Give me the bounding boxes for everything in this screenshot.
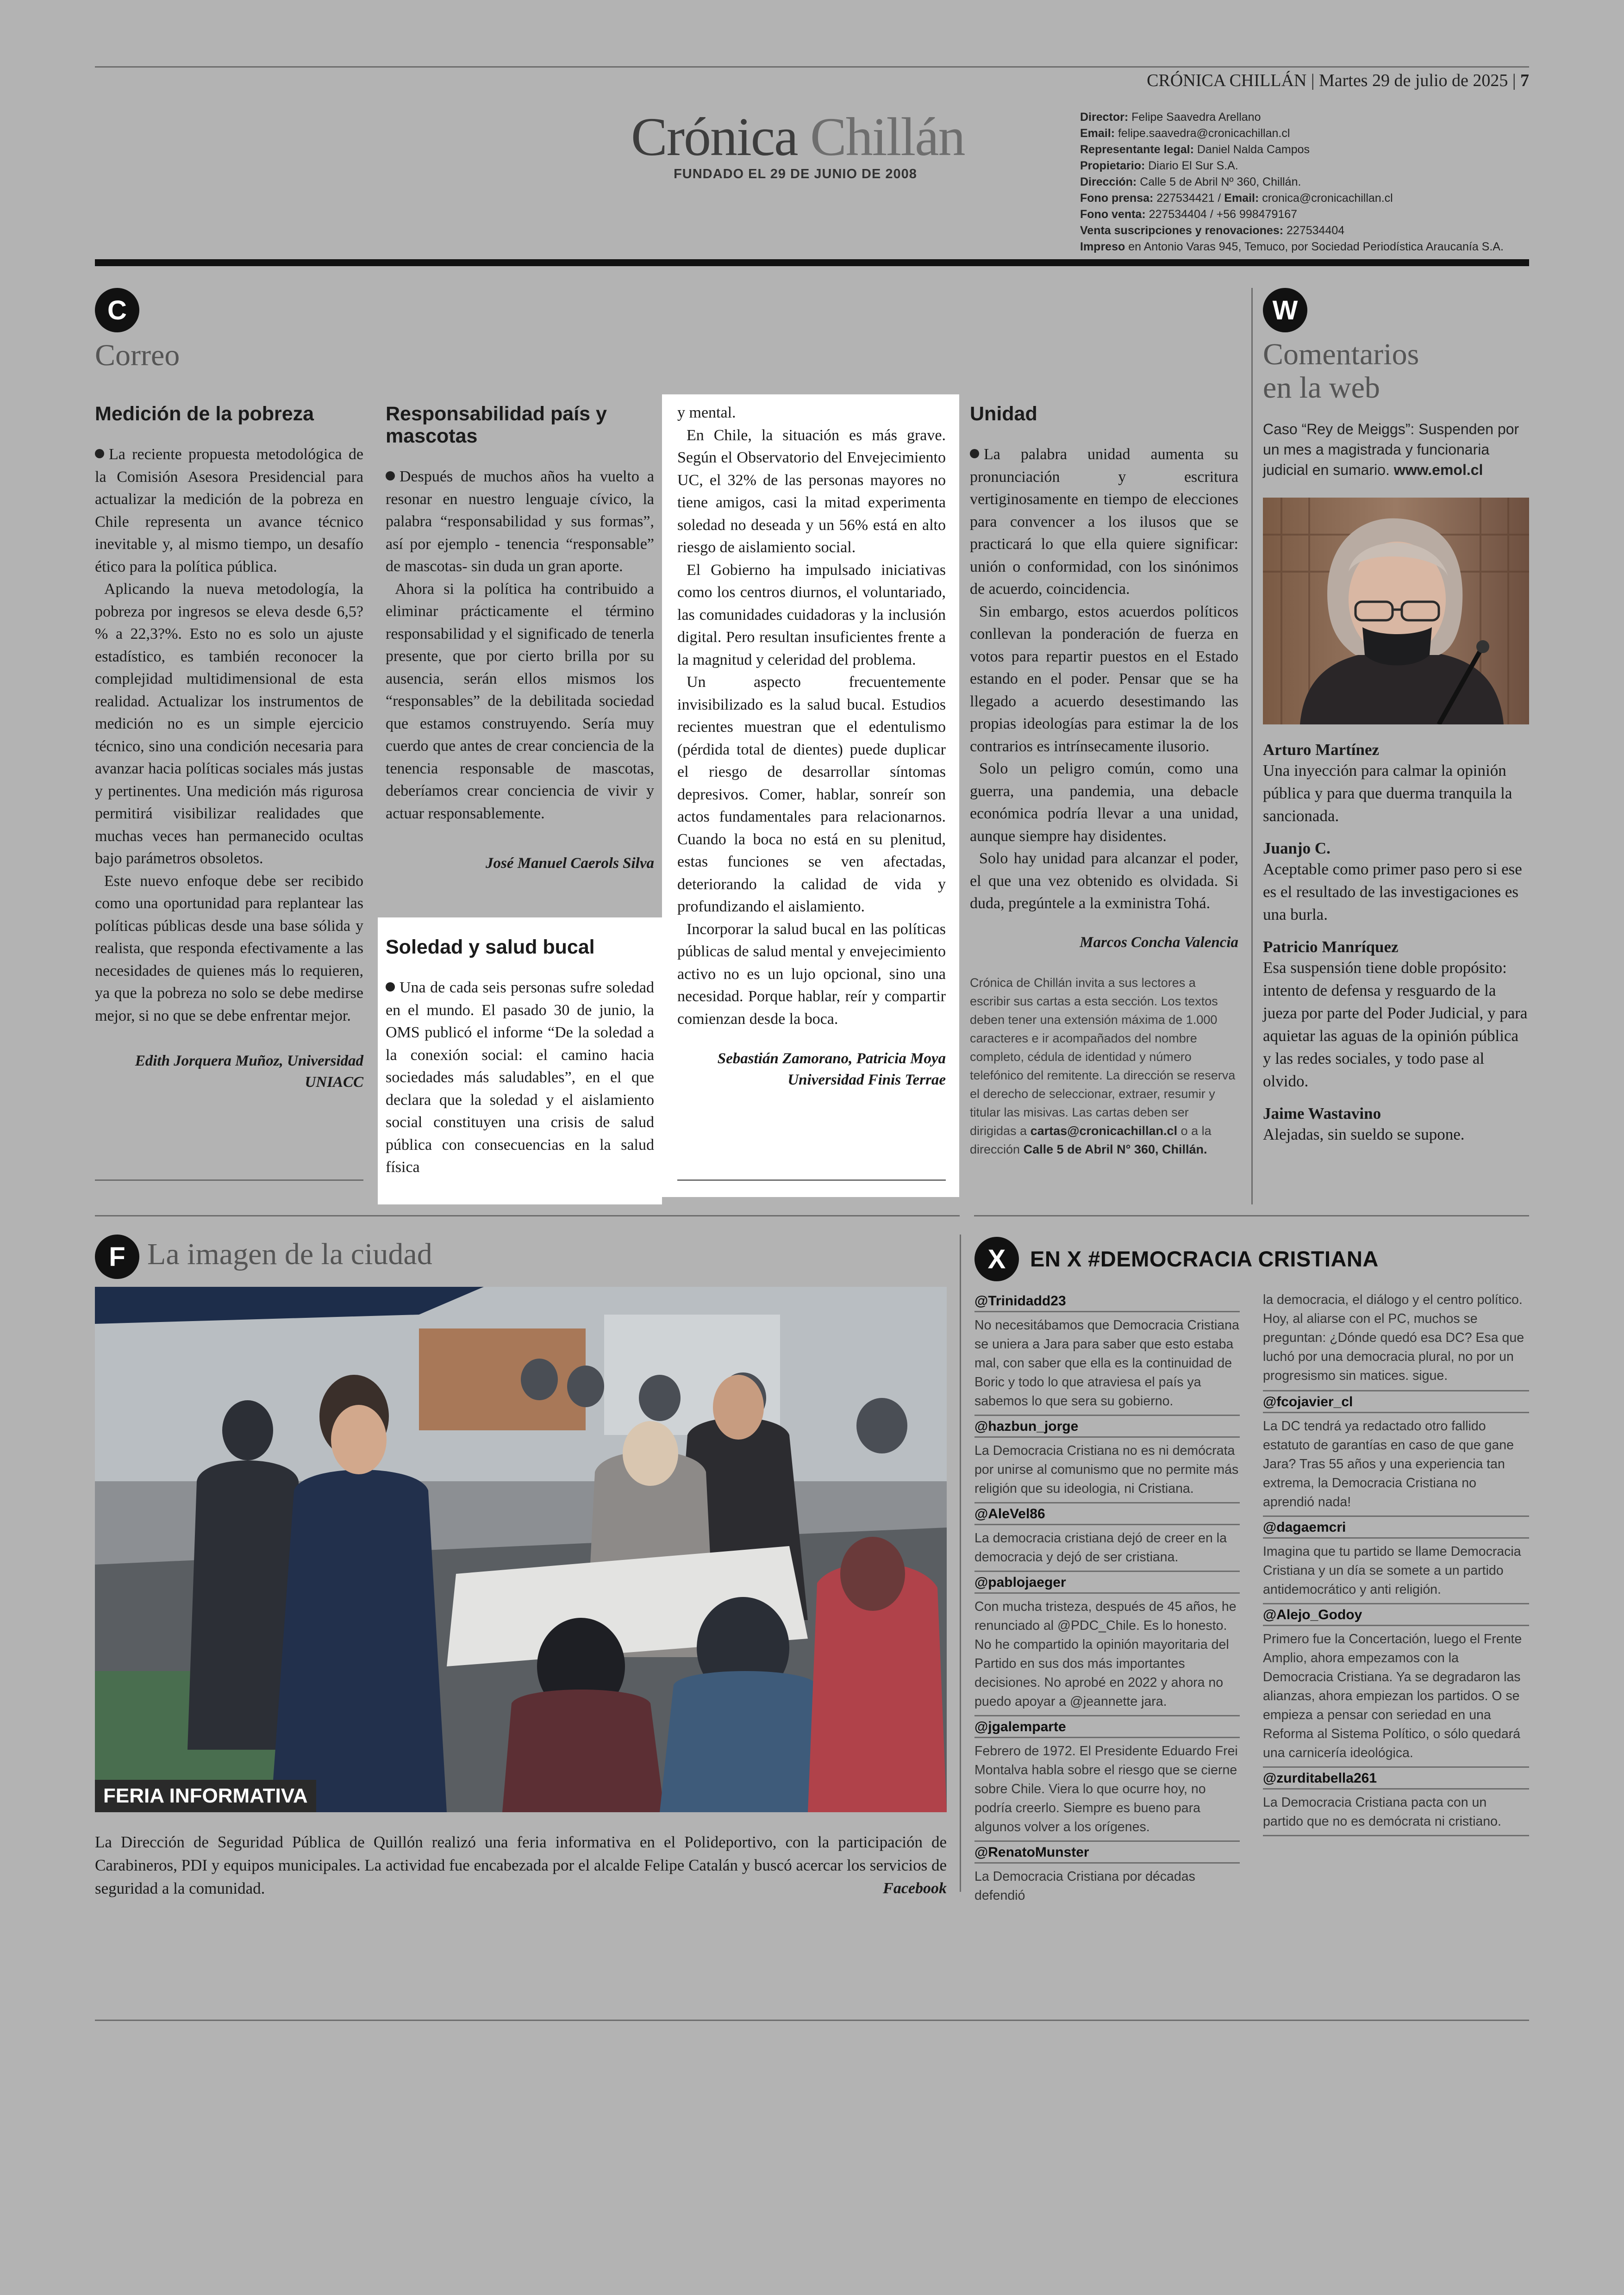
comment-item — [1263, 741, 1529, 827]
comment-author: Jaime Wastavino — [1263, 1104, 1381, 1123]
web-comments-badge: W — [1263, 288, 1307, 332]
portrait-image — [1263, 498, 1529, 724]
bullet-icon — [970, 449, 979, 458]
tweet-item — [974, 1842, 1240, 1909]
tweet-item — [1263, 1604, 1529, 1768]
staff-line: Director: Felipe Saavedra Arellano — [1080, 111, 1261, 124]
issue-date: Martes 29 de julio de 2025 — [1318, 71, 1508, 90]
photo-credit: Facebook — [883, 1880, 947, 1897]
letter-soledad — [386, 936, 654, 1179]
tweet-text: La democracia cristiana dejó de creer en la democracia y dejó de ser cristiana. — [974, 1531, 1227, 1565]
tweet-item — [1263, 1517, 1529, 1604]
tweet-text: La DC tendrá ya redactado otro fallido estatuto de garantías en caso de que gane Jara? Tras 55 años y una experiencia tan extrema, la Democracia Cristiana no aprendió nada! — [1263, 1419, 1514, 1509]
comment-text: Aceptable como primer paso pero si ese es el resultado de las investigaciones es una burla. — [1263, 860, 1522, 923]
tweet-handle[interactable]: @Alejo_Godoy — [1263, 1607, 1529, 1626]
tweet-item — [1263, 1391, 1529, 1517]
tweet-handle[interactable]: @zurditabella261 — [1263, 1771, 1529, 1790]
photo-caption: La Dirección de Seguridad Pública de Quillón realizó una feria informativa en el Polideportivo, con la participación de Carabineros, PDI y equipos municipales. La actividad fue encabezada por el alcalde Felipe Catalán y buscó acercar los servicios de seguridad a la comunidad. Facebook — [95, 1831, 947, 1900]
tweet-text: Imagina que tu partido se llame Democracia Cristiana y un día se somete a un partido antidemocrático y anti religión. — [1263, 1544, 1521, 1597]
tweet-item — [974, 1716, 1240, 1842]
tweet-text: Febrero de 1972. El Presidente Eduardo Frei Montalva habla sobre el riesgo que se cierne sobre Chile. Viera lo que ocurre hoy, no podría creerlo. Siempre es bueno para algunos volver a los orígenes. — [974, 1744, 1238, 1834]
letter-mascotas — [386, 403, 654, 874]
staff-line: Email: felipe.saavedra@cronicachillan.cl — [1080, 127, 1290, 140]
letter-soledad-continued — [677, 402, 946, 1091]
tweets-list — [1263, 1391, 1529, 1836]
tweet-handle[interactable]: @Trinidadd23 — [974, 1293, 1240, 1312]
section-divider — [95, 1215, 960, 1216]
tweet-text: Con mucha tristeza, después de 45 años, he renunciado al @PDC_Chile. Es lo honesto. No he compartido la opinión mayoritaria del Partido en sus dos más importantes decisiones. No aprobé en 2022 y ahora no puedo apoyar a @jeannette jara. — [974, 1599, 1237, 1709]
top-rule — [95, 66, 1529, 68]
tweet-handle[interactable]: @pablojaeger — [974, 1575, 1240, 1594]
staff-line: Venta suscripciones y renovaciones: 227534404 — [1080, 224, 1345, 237]
comment-text: Alejadas, sin sueldo se supone. — [1263, 1125, 1465, 1143]
tweets-column-left — [974, 1291, 1240, 1909]
comment-author: Patricio Manríquez — [1263, 938, 1399, 956]
letter-body: La reciente propuesta metodológica de la Comisión Asesora Presidencial para actualizar la medición de la pobreza en Chile representa un avance técnico inevitable y, al mismo tiempo, un desafío ético para la política pública. Aplicando la nueva metodología, la pobreza por ingresos se eleva desde 6,5?% a 22,3?%. Esto no es solo un ajuste estadístico, es también reconocer la complejidad multidimensional de esta realidad. Actualizar los instrumentos de medición no es un simple ejercicio técnico, sino una condición necesaria para avanzar hacia políticas sociales más justas y pertinentes. Una medición más rigurosa permitirá visibilizar realidades que muchas veces han permanecido ocultas bajo parámetros obsoletos. Este nuevo enfoque debe ser recibido como una oportunidad para replantear las políticas públicas desde una base sólida y realista, que responda efectivamente a las necesidades de quienes más lo requieren, ya que la pobreza no solo se debe medirse mejor, si no que se debe enfrentar mejor. — [95, 446, 363, 1024]
header-thick-rule — [95, 259, 1529, 266]
web-comments-list — [1263, 741, 1529, 1146]
running-head: CRÓNICA CHILLÁN | Martes 29 de julio de 2025 | 7 — [1147, 71, 1529, 90]
comment-text: Esa suspensión tiene doble propósito: intento de defensa y resguardo de la jueza por parte del Poder Judicial, y para aquietar las aguas de la opinión pública y las redes sociales, y todo pase al olvido. — [1263, 959, 1528, 1090]
masthead — [631, 106, 992, 182]
page-number: 7 — [1520, 71, 1529, 90]
web-comments-title: Comentarios en la web — [1263, 337, 1419, 405]
letters-address: Calle 5 de Abril N° 360, Chillán. — [1023, 1142, 1207, 1156]
letter-unidad — [970, 403, 1238, 1159]
tweet-text: No necesitábamos que Democracia Cristiana se uniera a Jara para saber que esto estaba mal, con saber que ella es la continuidad de Boric y todo lo que atraviesa el país ya sabemos lo que sera su gobierno. — [974, 1318, 1239, 1409]
event-photo-image — [95, 1287, 947, 1812]
web-comments-intro: Caso “Rey de Meiggs”: Suspenden por un mes a magistrada y funcionaria judicial en sumario. www.emol.cl — [1263, 421, 1519, 478]
letter-body: Después de muchos años ha vuelto a resonar en nuestro lenguaje cívico, la palabra “responsabilidad y sus formas”, así por ejemplo - tenencia “responsable” de mascotas- sin duda un gran aporte. Ahora si la política ha contribuido a eliminar prácticamente el término responsabilidad y el significado de tenerla presente, que por cierto brilla por su ausencia, serán ellos mismos los “responsables” de la debilitada sociedad que estamos construyendo. Sería muy cuerdo que antes de crear conciencia de la tenencia responsable de mascotas, deberíamos crear conciencia de vivir y actuar responsablemente. — [386, 468, 654, 822]
x-section-title: EN X #DEMOCRACIA CRISTIANA — [1030, 1247, 1379, 1271]
photo-tag: FERIA INFORMATIVA — [95, 1780, 316, 1812]
letter-pobreza — [95, 403, 363, 1093]
staff-box — [1080, 109, 1538, 255]
tweet-item — [974, 1572, 1240, 1716]
tweet-item — [974, 1291, 1240, 1416]
letter-body: y mental. En Chile, la situación es más grave. Según el Observatorio del Envejecimiento UC, el 32% de las personas mayores no tiene amigos, casi la mitad experimenta soledad no deseada y un 56% está en alto riesgo de aislamiento social. El Gobierno ha impulsado iniciativas como los centros diurnos, el voluntariado, las comunidades cuidadoras y la inclusión digital. Pero resultan insuficientes frente a la magnitud y celeridad del problema. Un aspecto frecuentemente invisibilizado es la salud bucal. Estudios recientes muestran que el edentulismo (pérdida total de dientes) puede duplicar el riesgo de desarrollar síntomas depresivos. Comer, hablar, sonreír son actos fundamentales para relacionarnos. Cuando la boca no está en su plenitud, estas funciones se ven afectadas, deteriorando la calidad de vida y profundizando el aislamiento. Incorporar la salud bucal en las políticas públicas de salud mental y envejecimiento activo no es un lujo opcional, sino una necesidad. Porque hablar, reír y compartir comienzan desde la boca. — [677, 404, 946, 1028]
city-image-title: La imagen de la ciudad — [147, 1237, 432, 1271]
tweet-handle[interactable]: @fcojavier_cl — [1263, 1394, 1529, 1413]
correo-title: Correo — [95, 338, 180, 372]
column-rule — [95, 1179, 363, 1181]
letter-signature: Marcos Concha Valencia — [1080, 934, 1238, 951]
comment-item — [1263, 1104, 1529, 1146]
tweet-item — [974, 1416, 1240, 1503]
comment-text: Una inyección para calmar la opinión pública y para que duerma tranquila la sancionada. — [1263, 761, 1512, 825]
letter-signature: José Manuel Caerols Silva — [486, 855, 654, 872]
tweet-handle[interactable]: @jgalemparte — [974, 1719, 1240, 1738]
bullet-icon — [386, 982, 395, 992]
masthead-title: Crónica Chillán — [631, 106, 965, 167]
letter-signature: Edith Jorquera Muñoz, Universidad UNIACC — [135, 1053, 363, 1091]
publication-name: CRÓNICA CHILLÁN — [1147, 71, 1307, 90]
comment-item — [1263, 938, 1529, 1092]
staff-line: Propietario: Diario El Sur S.A. — [1080, 159, 1238, 172]
tweet-handle[interactable]: @dagaemcri — [1263, 1520, 1529, 1539]
x-badge: X — [974, 1237, 1019, 1281]
tweet-handle[interactable]: @hazbun_jorge — [974, 1419, 1240, 1438]
staff-line: Fono venta: 227534404 / +56 998479167 — [1080, 208, 1298, 221]
comment-item — [1263, 839, 1529, 926]
staff-line: Fono prensa: 227534421 / Email: cronica@cronicachillan.cl — [1080, 192, 1393, 205]
tweet-text: La Democracia Cristiana por décadas defendió — [974, 1869, 1195, 1903]
founded-line: FUNDADO EL 29 DE JUNIO DE 2008 — [674, 167, 917, 181]
tweet-text: La Democracia Cristiana pacta con un partido que no es demócrata ni cristiano. — [1263, 1795, 1501, 1829]
letter-signature: Sebastián Zamorano, Patricia Moya Universidad Finis Terrae — [717, 1050, 946, 1088]
tweet-continuation: la democracia, el diálogo y el centro político. Hoy, al aliarse con el PC, muchos se preguntan: ¿Dónde quedó esa DC? Esa que luchó por una democracia plural, no por un progresismo sin matices. sigue. — [1263, 1291, 1529, 1391]
tweet-item — [1263, 1768, 1529, 1836]
correo-badge: C — [95, 288, 139, 332]
bullet-icon — [95, 449, 104, 458]
staff-line: Dirección: Calle 5 de Abril Nº 360, Chillán. — [1080, 175, 1301, 188]
comment-author: Arturo Martínez — [1263, 741, 1380, 759]
submission-note: Crónica de Chillán invita a sus lectores a escribir sus cartas a esta sección. Los textos deben tener una extensión máxima de 1.000 caracteres e ir acompañados del nombre completo, cédula de identidad y número telefónico del remitente. La dirección se reserva el derecho de seleccionar, extraer, resumir y titular las misivas. Las cartas deben ser dirigidas a cartas@cronicachillan.cl o a la dirección Calle 5 de Abril N° 360, Chillán. — [970, 975, 1236, 1156]
column-rule — [677, 1179, 946, 1181]
letter-heading: Unidad — [970, 403, 1037, 425]
city-image-badge: F — [95, 1235, 139, 1279]
bottom-rule — [95, 2020, 1529, 2021]
source-site-link[interactable]: www.emol.cl — [1393, 461, 1483, 478]
tweet-text: Primero fue la Concertación, luego el Frente Amplio, ahora empezamos con la Democracia Cristiana. Ya se degradaron las alianzas, ahora empiezan los partidos. O se empieza a pensar con seriedad en una Reforma al Sistema Político, o sólo quedará una carnicería ideológica. — [1263, 1632, 1522, 1760]
tweets-column-right — [1263, 1291, 1529, 1836]
letter-body: La palabra unidad aumenta su pronunciación y escritura vertiginosamente en tiempo de elecciones para convencer a los ilusos que se practicará lo que ella quiere significar: unión o conformidad, con los sinónimos de acuerdo, coincidencia. Sin embargo, estos acuerdos políticos conllevan la ponderación de fuerza en votos para repartir puestos en el Estado estando en el poder. Pensar que se ha llegado a acuerdo desestimando las propias ideologías para estimar la de los contrarios es intrínsecamente ilusorio. Solo un peligro común, como una guerra, una pandemia, una debacle económica podría llevar a una unidad, aunque siempre hay disidentes. Solo hay unidad para alcanzar el poder, el que una vez obtenido es olvidada. Si duda, pregúntele a la exministra Tohá. — [970, 446, 1238, 912]
comment-author: Juanjo C. — [1263, 839, 1330, 857]
bullet-icon — [386, 471, 395, 480]
tweet-text: La Democracia Cristiana no es ni demócrata por unirse al comunismo que no permite más religión que su ideologia, ni Cristiana. — [974, 1443, 1239, 1496]
vertical-rule — [960, 1235, 961, 1892]
letter-heading: Soledad y salud bucal — [386, 936, 595, 958]
tweet-handle[interactable]: @RenatoMunster — [974, 1845, 1240, 1864]
tweet-handle[interactable]: @AleVel86 — [974, 1506, 1240, 1525]
letter-body: Una de cada seis personas sufre soledad en el mundo. El pasado 30 de junio, la OMS publicó el informe “De la soledad a la conexión social: el camino hacia sociedades más saludables”, en el que declara que la soledad y el aislamiento social constituyen una crisis de salud pública con consecuencias en la salud física — [386, 979, 654, 1176]
section-divider — [974, 1215, 1529, 1216]
letter-heading: Responsabilidad país y mascotas — [386, 403, 607, 447]
magistrate-photo — [1263, 498, 1529, 724]
feria-photo — [95, 1287, 947, 1812]
letters-email[interactable]: cartas@cronicachillan.cl — [1030, 1123, 1178, 1138]
letter-heading: Medición de la pobreza — [95, 403, 314, 425]
staff-line: Impreso en Antonio Varas 945, Temuco, por Sociedad Periodística Araucanía S.A. — [1080, 240, 1504, 253]
tweet-item — [974, 1503, 1240, 1572]
staff-line: Representante legal: Daniel Nalda Campos — [1080, 143, 1310, 156]
vertical-rule — [1251, 288, 1253, 1204]
